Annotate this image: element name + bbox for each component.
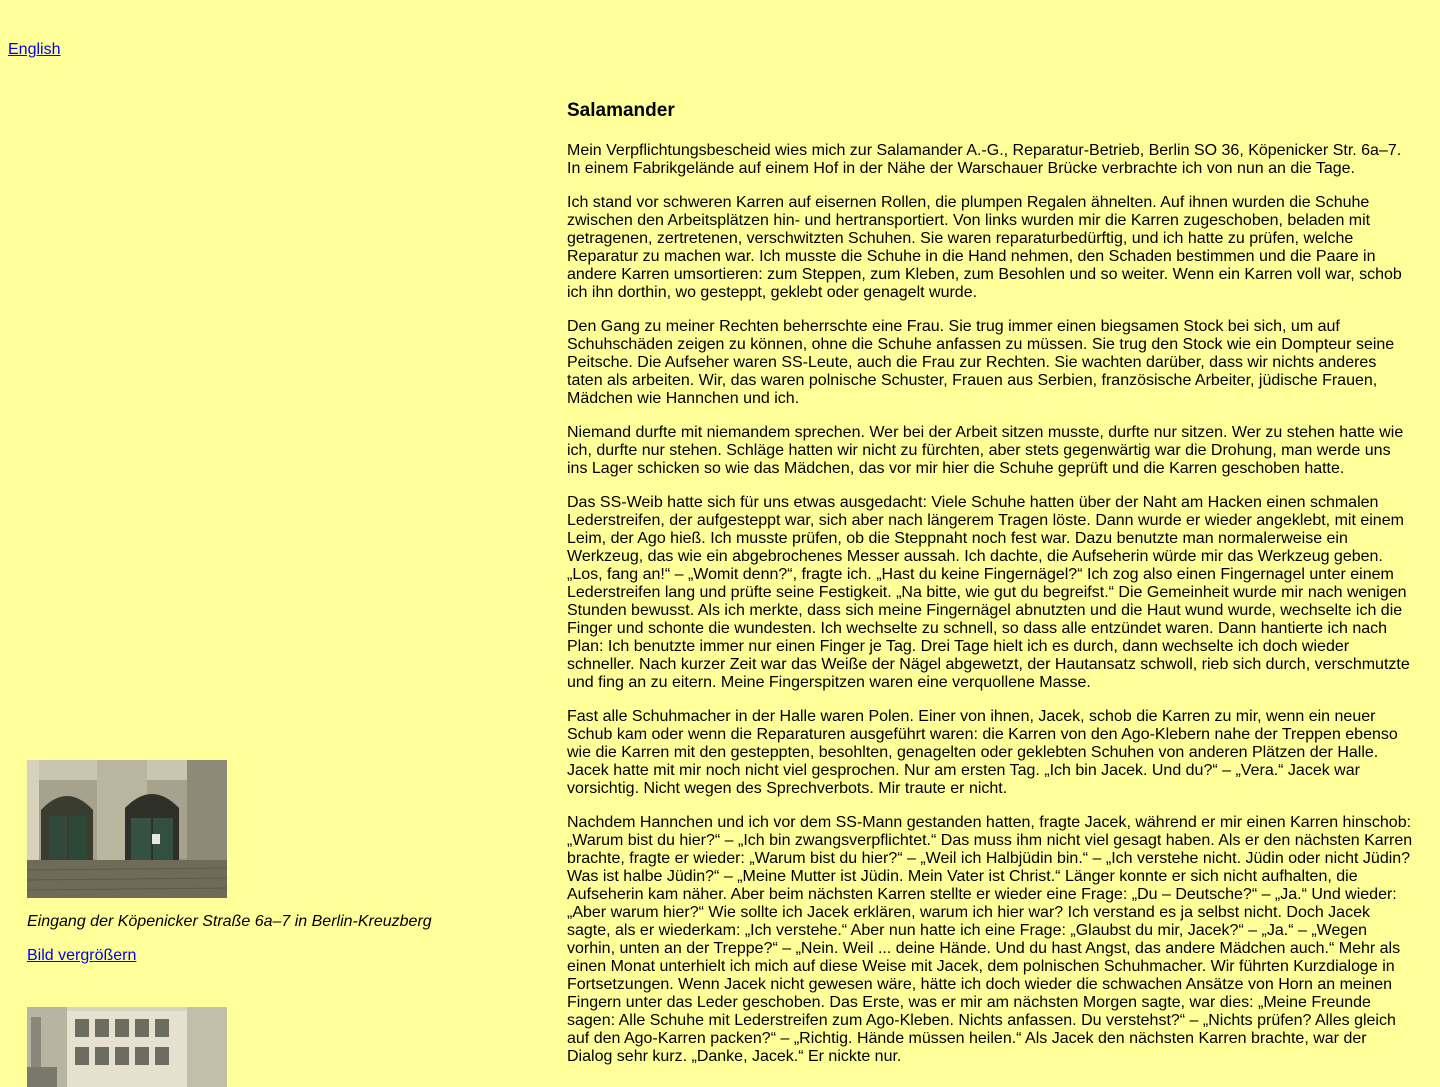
article-paragraph: Mein Verpflichtungsbescheid wies mich zur Salamander A.-G., Reparatur-Betrieb, Berlin SO 36, Köpenicker Str. 6a–7. In einem Fabrikgelände auf einem Hof in der Nähe der Warschauer Brücke verbrachte ich von nun an die Tage. — [567, 142, 1402, 177]
factory-building-photo[interactable] — [27, 1007, 227, 1087]
article-paragraph: Das SS-Weib hatte sich für uns etwas ausgedacht: Viele Schuhe hatten über der Naht am Hacken einen schmalen Lederstreifen, der aufgesteppt war, sich aber nach längerem Tragen löste. Dann wurde er wieder angeklebt, mit einem Leim, der Ago hieß. Ich musste prüfen, ob die Steppnaht noch fest war. Dazu benutzte man normalerweise ein Werkzeug, das wie ein abgebrochenes Messer aussah. Ich dachte, die Aufseherin würde mir das Werkzeug geben. „Los, fang an!“ – „Womit denn?“, fragte ich. „Hast du keine Fingernägel?“ Ich zog also einen Fingernagel unter einem Lederstreifen lang und prüfte seine Festigkeit. „Na bitte, wie gut du begreifst.“ Die Gemeinheit wurde mir nach wenigen Stunden bewusst. Als ich merkte, dass sich meine Fingernägel abnutzten und die Haut wund wurde, wechselte ich die Finger und schonte die wundesten. Ich wechselte zu schnell, so dass alle entzündet waren. Dann hantierte ich nach Plan: Ich benutzte immer nur einen Finger je Tag. Drei Tage hielt ich es durch, dann wechselte ich doch wieder schneller. Nach kurzer Zeit war das Weiße der Nägel abgewetzt, der Hautansatz schwoll, rieb sich durch, verschmutzte und fing an zu eitern. Meine Fingerspitzen waren eine verquollene Masse. — [567, 494, 1410, 691]
article-paragraph: Niemand durfte mit niemandem sprechen. Wer bei der Arbeit sitzen musste, durfte nur sitzen. Wer zu stehen hatte wie ich, durfte nur stehen. Schläge hatten wir nicht zu fürchten, aber stets gegenwärtig war die Drohung, man werde uns ins Lager schicken so wie das Mädchen, das vor mir hier die Schuhe geprüft und die Karren geschoben hatte. — [567, 424, 1404, 477]
enlarge-image-link[interactable]: Bild vergrößern — [27, 947, 137, 964]
article-paragraph: Nachdem Hannchen und ich vor dem SS-Mann gestanden hatten, fragte Jacek, während er mir einen Karren hinschob: „Warum bist du hier?“ – „Ich bin zwangsverpflichtet.“ Das muss ihm nicht viel gesagt haben. Als er den nächsten Karren brachte, fragte er wieder: „Warum bist du hier?“ – „Weil ich Halbjüdin bin.“ – „Ich verstehe nicht. Jüdin oder nicht Jüdin? Was ist halbe Jüdin?“ – „Meine Mutter ist Jüdin. Mein Vater ist Christ.“ Länger konnte er sich nicht aufhalten, die Aufseherin kam näher. Aber beim nächsten Karren stellte er wieder eine Frage: „Du – Deutsche?“ – „Ja.“ Und wieder: „Aber warum hier?“ Wie sollte ich Jacek erklären, warum ich hier war? Ich verstand es ja selbst nicht. Doch Jacek sagte, als er wiederkam: „Ich verstehe.“ Aber nun hatte ich eine Frage: „Glaubst du mir, Jacek?“ – „Ja.“ – „Wegen vorhin, unten an der Treppe?“ – „Nein. Weil ... deine Hände. Und du hast Angst, das andere Mädchen auch.“ Mehr als einen Monat unterhielt ich mich auf diese Weise mit Jacek, dem polnischen Schuhmacher. Wir führten Kurzdialoge in Fortsetzungen. Wenn Jacek nicht gewesen wäre, hätte ich doch wieder die schwachen Ansätze von Horn an meinen Fingern unter das Leder geschoben. Das Erste, was er mir am nächsten Morgen sagte, war dies: „Meine Freunde sagen: Alle Schuhe mit Lederstreifen zum Ago-Kleben. Nichts anfassen. Du verstehst?“ – „Nichts prüfen? Alles gleich auf den Ago-Karren packen?“ – „Richtig. Hände müssen heilen.“ Als Jacek den nächsten Karren brachte, war der Dialog sehr kurz. „Danke, Jacek.“ Er nickte nur. — [567, 814, 1413, 1065]
photo-caption: Eingang der Köpenicker Straße 6a–7 in Berlin-Kreuzberg — [27, 913, 432, 930]
article — [567, 100, 1415, 1082]
article-paragraph: Fast alle Schuhmacher in der Halle waren Polen. Einer von ihnen, Jacek, schob die Karren zu mir, wenn ein neuer Schub kam oder wenn die Reparaturen ausgeführt waren: die Karren von den Ago-Klebern nahe der Treppen ebenso wie die Karren mit den gesteppten, besohlten, genagelten oder geklebten Schuhen von anderen Plätzen der Halle. Jacek hatte mit mir noch nicht viel gesprochen. Nur am ersten Tag. „Ich bin Jacek. Und du?“ – „Vera.“ Jacek war vorsichtig. Nicht wegen des Sprechverbots. Mir traute er nicht. — [567, 708, 1398, 797]
english-language-link[interactable]: English — [8, 41, 61, 58]
entrance-photo-drawing — [27, 760, 227, 898]
article-title: Salamander — [567, 100, 675, 121]
article-paragraph: Den Gang zu meiner Rechten beherrschte eine Frau. Sie trug immer einen biegsamen Stock bei sich, um auf Schuhschäden zeigen zu können, ohne die Schuhe anfassen zu müssen. Sie trug den Stock wie ein Dompteur seine Peitsche. Die Aufseher waren SS-Leute, auch die Frau zur Rechten. Sie wachten darüber, dass wir nichts anderes taten als arbeiten. Wir, das waren polnische Schuster, Frauen aus Serbien, französische Arbeiter, jüdische Frauen, Mädchen wie Hannchen und ich. — [567, 318, 1395, 407]
image-sidebar — [27, 760, 547, 1087]
factory-building-photo-drawing — [27, 1007, 227, 1087]
entrance-photo[interactable] — [27, 760, 227, 898]
article-paragraph: Ich stand vor schweren Karren auf eisernen Rollen, die plumpen Regalen ähnelten. Auf ihnen wurden die Schuhe zwischen den Arbeitsplätzen hin- und hertransportiert. Von links wurden mir die Karren zugeschoben, beladen mit getragenen, zertretenen, verschwitzten Schuhen. Sie waren reparaturbedürftig, und ich hatte zu prüfen, welche Reparatur zu machen war. Ich musste die Schuhe in die Hand nehmen, den Schaden bestimmen und die Paare in andere Karren umsortieren: zum Steppen, zum Kleben, zum Besohlen und so weiter. Wenn ein Karren voll war, schob ich ihn dorthin, wo gesteppt, geklebt oder genagelt wurde. — [567, 194, 1402, 301]
